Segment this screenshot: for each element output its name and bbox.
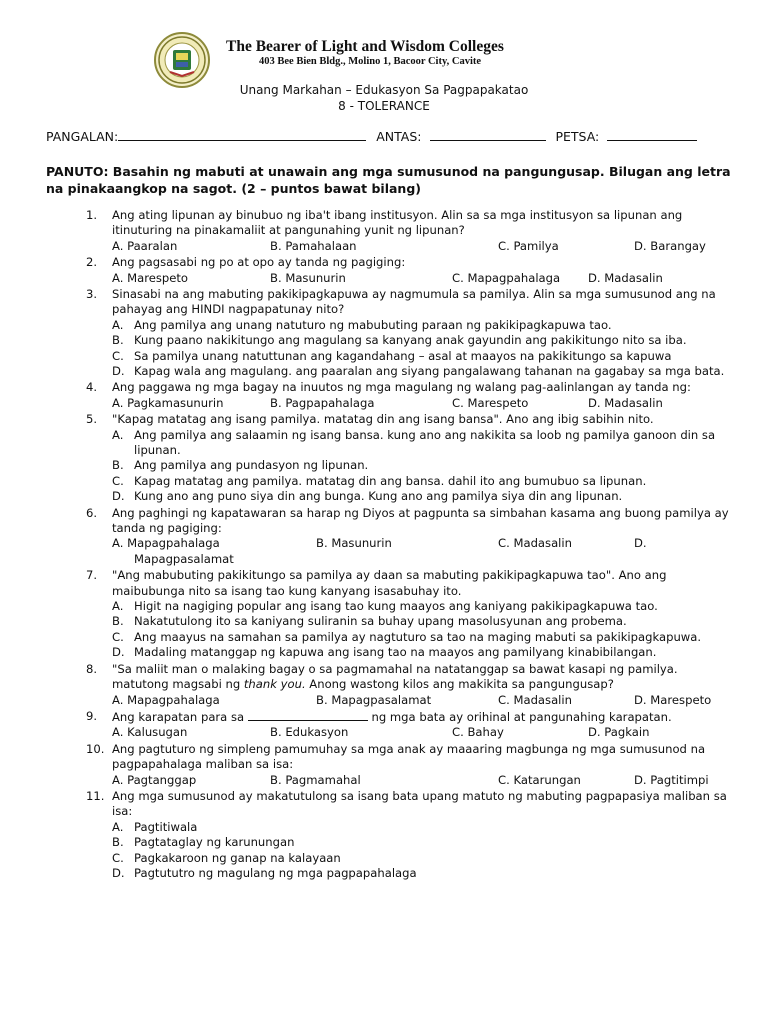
choice-option[interactable]: D. Marespeto (634, 692, 712, 707)
option-item[interactable] (112, 489, 736, 504)
choice-option[interactable]: B. Masunurin (270, 270, 346, 285)
question-item (46, 208, 736, 254)
choice-option[interactable]: B. Pagmamahal (270, 772, 361, 787)
question-text-part: Ang karapatan para sa (112, 709, 248, 724)
choice-option[interactable]: C. Marespeto (452, 395, 529, 410)
option-letter: B. (112, 333, 124, 348)
choice-option[interactable]: B. Pagpapahalaga (270, 395, 375, 410)
topic-title: 8 - TOLERANCE (338, 99, 430, 113)
question-number: 5. (86, 412, 98, 427)
option-text: Higit na nagiging popular ang isang tao kung maayos ang kaniyang pakikipagkapuwa tao. (134, 599, 658, 614)
option-letter: A. (112, 819, 124, 834)
date-label: PETSA: (555, 129, 600, 144)
question-text (112, 709, 736, 725)
option-item[interactable] (112, 364, 736, 379)
question-item (46, 506, 736, 568)
question-number: 10. (86, 741, 105, 756)
grade-label: ANTAS: (376, 129, 422, 144)
option-letter: D. (112, 489, 125, 504)
option-item[interactable] (112, 333, 736, 348)
choice-option[interactable]: B. Masunurin (316, 536, 392, 551)
school-address: 403 Bee Bien Bldg., Molino 1, Bacoor City, Cavite (259, 56, 482, 67)
option-text: Pagkakaroon ng ganap na kalayaan (134, 850, 341, 865)
name-field[interactable] (118, 128, 366, 141)
option-letter: C. (112, 850, 124, 865)
option-item[interactable] (112, 645, 736, 660)
question-item (46, 709, 736, 741)
school-seal-icon (154, 32, 210, 88)
question-number: 1. (86, 208, 98, 222)
choices-row (112, 536, 736, 551)
question-text-part: Anong wastong kilos ang makikita sa pangungusap? (305, 677, 614, 692)
option-item[interactable] (112, 458, 736, 473)
option-letter: A. (112, 317, 124, 332)
choices-row (112, 725, 736, 740)
school-seal-graphic (156, 34, 208, 86)
option-list (112, 318, 736, 380)
quarter-subject: Unang Markahan – Edukasyon Sa Pagpapakatao (239, 83, 529, 97)
option-text: Kung ano ang puno siya din ang bunga. Kung ano ang pamilya siya din ang lipunan. (134, 489, 623, 504)
name-label: PANGALAN: (46, 129, 119, 144)
option-text: Sa pamilya unang natuttunan ang kagandahang – asal at maayos na pakikitungo sa kapuwa (134, 348, 672, 363)
option-text: Pagtitiwala (134, 819, 198, 834)
question-number: 3. (86, 287, 98, 301)
choice-option[interactable]: C. Katarungan (498, 772, 581, 787)
choice-option[interactable]: A. Pagtanggap (112, 772, 197, 787)
choices-row (112, 693, 736, 708)
student-info-line (46, 128, 697, 144)
choice-option[interactable]: D. Madasalin (588, 270, 663, 285)
choice-option[interactable]: C. Madasalin (498, 536, 572, 551)
choices-row (112, 773, 736, 788)
option-item[interactable] (112, 318, 736, 333)
question-text: Ang paggawa ng mga bagay na inuutos ng mga magulang ng walang pag-aalinlangan ay tanda ng: (112, 380, 691, 395)
question-item (46, 412, 736, 504)
choice-option[interactable]: C. Pamilya (498, 238, 559, 253)
option-letter: B. (112, 614, 124, 629)
question-item (46, 380, 736, 411)
choice-option[interactable]: C. Madasalin (498, 692, 572, 707)
question-item (46, 255, 736, 286)
question-list (46, 208, 736, 882)
choice-option[interactable]: D. Madasalin (588, 395, 663, 410)
option-text: Kapag wala ang magulang. ang paaralan ang siyang pangalawang tahanan na gagabay sa mga bata. (134, 364, 725, 379)
choice-option[interactable]: A. Pagkamasunurin (112, 395, 224, 410)
question-number: 6. (86, 505, 98, 520)
option-list (112, 820, 736, 882)
option-text: Ang pamilya ang unang natuturo ng mabubuting paraan ng pakikipagkapuwa tao. (134, 317, 612, 332)
option-item[interactable] (112, 866, 736, 881)
option-text: Kapag matatag ang pamilya. matatag din ang bansa. dahil ito ang bumubuo sa lipunan. (134, 473, 647, 488)
choices-row (112, 396, 736, 411)
option-letter: C. (112, 629, 124, 644)
option-item[interactable] (112, 835, 736, 850)
option-item[interactable] (112, 820, 736, 835)
option-item[interactable] (112, 474, 736, 489)
option-letter: C. (112, 473, 124, 488)
instructions: PANUTO: Basahin ng mabuti at unawain ang mga sumusunod na pangungusap. Bilugan ang letra na pinakaangkop na sagot. (2 – puntos bawat bilang) (46, 164, 731, 196)
question-text: Ang paghingi ng kapatawaran sa harap ng Diyos at pagpunta sa simbahan kasama ang buong pamilya ay tanda ng pagiging: (112, 505, 729, 536)
choice-option[interactable]: B. Mapagpasalamat (316, 692, 432, 707)
question-text: "Kapag matatag ang isang pamilya. matatag din ang isang bansa". Ano ang ibig sabihin nito. (112, 412, 654, 427)
option-letter: A. (112, 599, 124, 614)
option-letter: A. (112, 427, 124, 442)
grade-field[interactable] (430, 128, 546, 141)
option-text: Pagtataglay ng karunungan (134, 835, 295, 850)
choice-option-overflow[interactable]: Mapagpasalamat (134, 551, 234, 566)
question-text-italic: thank you. (243, 677, 306, 692)
school-name: The Bearer of Light and Wisdom Colleges (226, 38, 504, 55)
option-letter: C. (112, 348, 124, 363)
choice-option[interactable]: A. Marespeto (112, 270, 189, 285)
question-number: 8. (86, 661, 98, 676)
choices-row (112, 239, 736, 254)
question-number: 7. (86, 568, 98, 583)
option-text: Ang maayus na samahan sa pamilya ay nagtuturo sa tao na maging mabuti sa pakikipagkapuwa. (134, 629, 702, 644)
option-text: Ang pamilya ang salaamin ng isang bansa. kung ano ang nakikita sa loob ng pamilya ganoon din sa lipunan. (134, 427, 716, 458)
choice-option[interactable]: B. Pamahalaan (270, 238, 357, 253)
option-letter: D. (112, 865, 125, 880)
option-item[interactable] (112, 630, 736, 645)
option-list (112, 428, 736, 505)
date-field[interactable] (607, 128, 697, 141)
question-text: Ang pagsasabi ng po at opo ay tanda ng pagiging: (112, 255, 406, 270)
option-item[interactable] (112, 614, 736, 629)
question-number: 9. (86, 708, 98, 723)
choice-option[interactable]: A. Mapagpahalaga (112, 536, 220, 551)
option-item[interactable] (112, 349, 736, 364)
choice-option[interactable]: C. Bahay (452, 725, 504, 740)
choice-option[interactable]: A. Kalusugan (112, 725, 188, 740)
option-item[interactable] (112, 599, 736, 614)
question-text: Ang ating lipunan ay binubuo ng iba't ibang institusyon. Alin sa sa mga institusyon sa lipunan ang itinuturing na pinakamaliit at pangunahing yunit ng lipunan? (112, 208, 683, 238)
choice-option[interactable]: D. Barangay (634, 238, 706, 253)
question-number: 4. (86, 380, 98, 395)
option-letter: B. (112, 835, 124, 850)
option-letter: D. (112, 645, 125, 660)
option-item[interactable] (112, 851, 736, 866)
option-text: Nakatutulong ito sa kaniyang suliranin sa buhay upang masolusyunan ang probema. (134, 614, 627, 629)
question-text (112, 662, 736, 693)
choice-option[interactable]: D. Pagkain (588, 725, 650, 740)
option-text: Kung paano nakikitungo ang magulang sa kanyang anak gayundin ang pakikitungo nito sa iba. (134, 333, 687, 348)
option-item[interactable] (112, 428, 736, 459)
option-letter: B. (112, 458, 124, 473)
question-text-part: "Sa maliit man o malaking bagay o sa pagmamahal na natatanggap sa bawat kasapi ng pamilya. matutong magsabi ng (112, 661, 678, 692)
choice-option[interactable]: C. Mapagpahalaga (452, 270, 561, 285)
question-item (46, 662, 736, 708)
answer-blank[interactable] (248, 709, 368, 721)
choices-row (112, 271, 736, 286)
question-item (46, 789, 736, 881)
question-item (46, 287, 736, 379)
option-text: Madaling matanggap ng kapuwa ang isang tao na maayos ang pamilyang kinabibilangan. (134, 645, 657, 660)
choice-option[interactable]: D. (634, 536, 647, 551)
choice-option[interactable]: A. Mapagpahalaga (112, 692, 220, 707)
option-list (112, 599, 736, 661)
question-text: Ang pagtuturo ng simpleng pamumuhay sa mga anak ay maaaring magbunga ng mga sumusunod na pagpapahalaga maliban sa isa: (112, 741, 706, 772)
question-item (46, 742, 736, 788)
question-text: Sinasabi na ang mabuting pakikipagkapuwa ay nagmumula sa pamilya. Alin sa mga sumusunod ang na pahayag ang HINDI nagpapatunay nito? (112, 287, 716, 317)
option-text: Pagtututro ng magulang ng mga pagpapahalaga (134, 865, 417, 880)
choice-option[interactable]: A. Paaralan (112, 238, 178, 253)
option-text: Ang pamilya ang pundasyon ng lipunan. (134, 458, 369, 473)
question-text: "Ang mabubuting pakikitungo sa pamilya ay daan sa mabuting pakikipagkapuwa tao". Ano ang maibubunga nito sa isang tao kung kanyang isasabuhay ito. (112, 568, 667, 598)
question-number: 2. (86, 255, 98, 270)
choice-option[interactable]: B. Edukasyon (270, 725, 349, 740)
choice-option[interactable]: D. Pagtitimpi (634, 772, 709, 787)
question-text-part: ng mga bata ay orihinal at pangunahing karapatan. (367, 709, 672, 724)
question-number: 11. (86, 788, 105, 803)
option-letter: D. (112, 364, 125, 379)
choices-row-overflow (112, 552, 736, 567)
question-text: Ang mga sumusunod ay makatutulong sa isang bata upang matuto ng mabuting pagpapasiya maliban sa isa: (112, 788, 727, 819)
question-item (46, 568, 736, 660)
